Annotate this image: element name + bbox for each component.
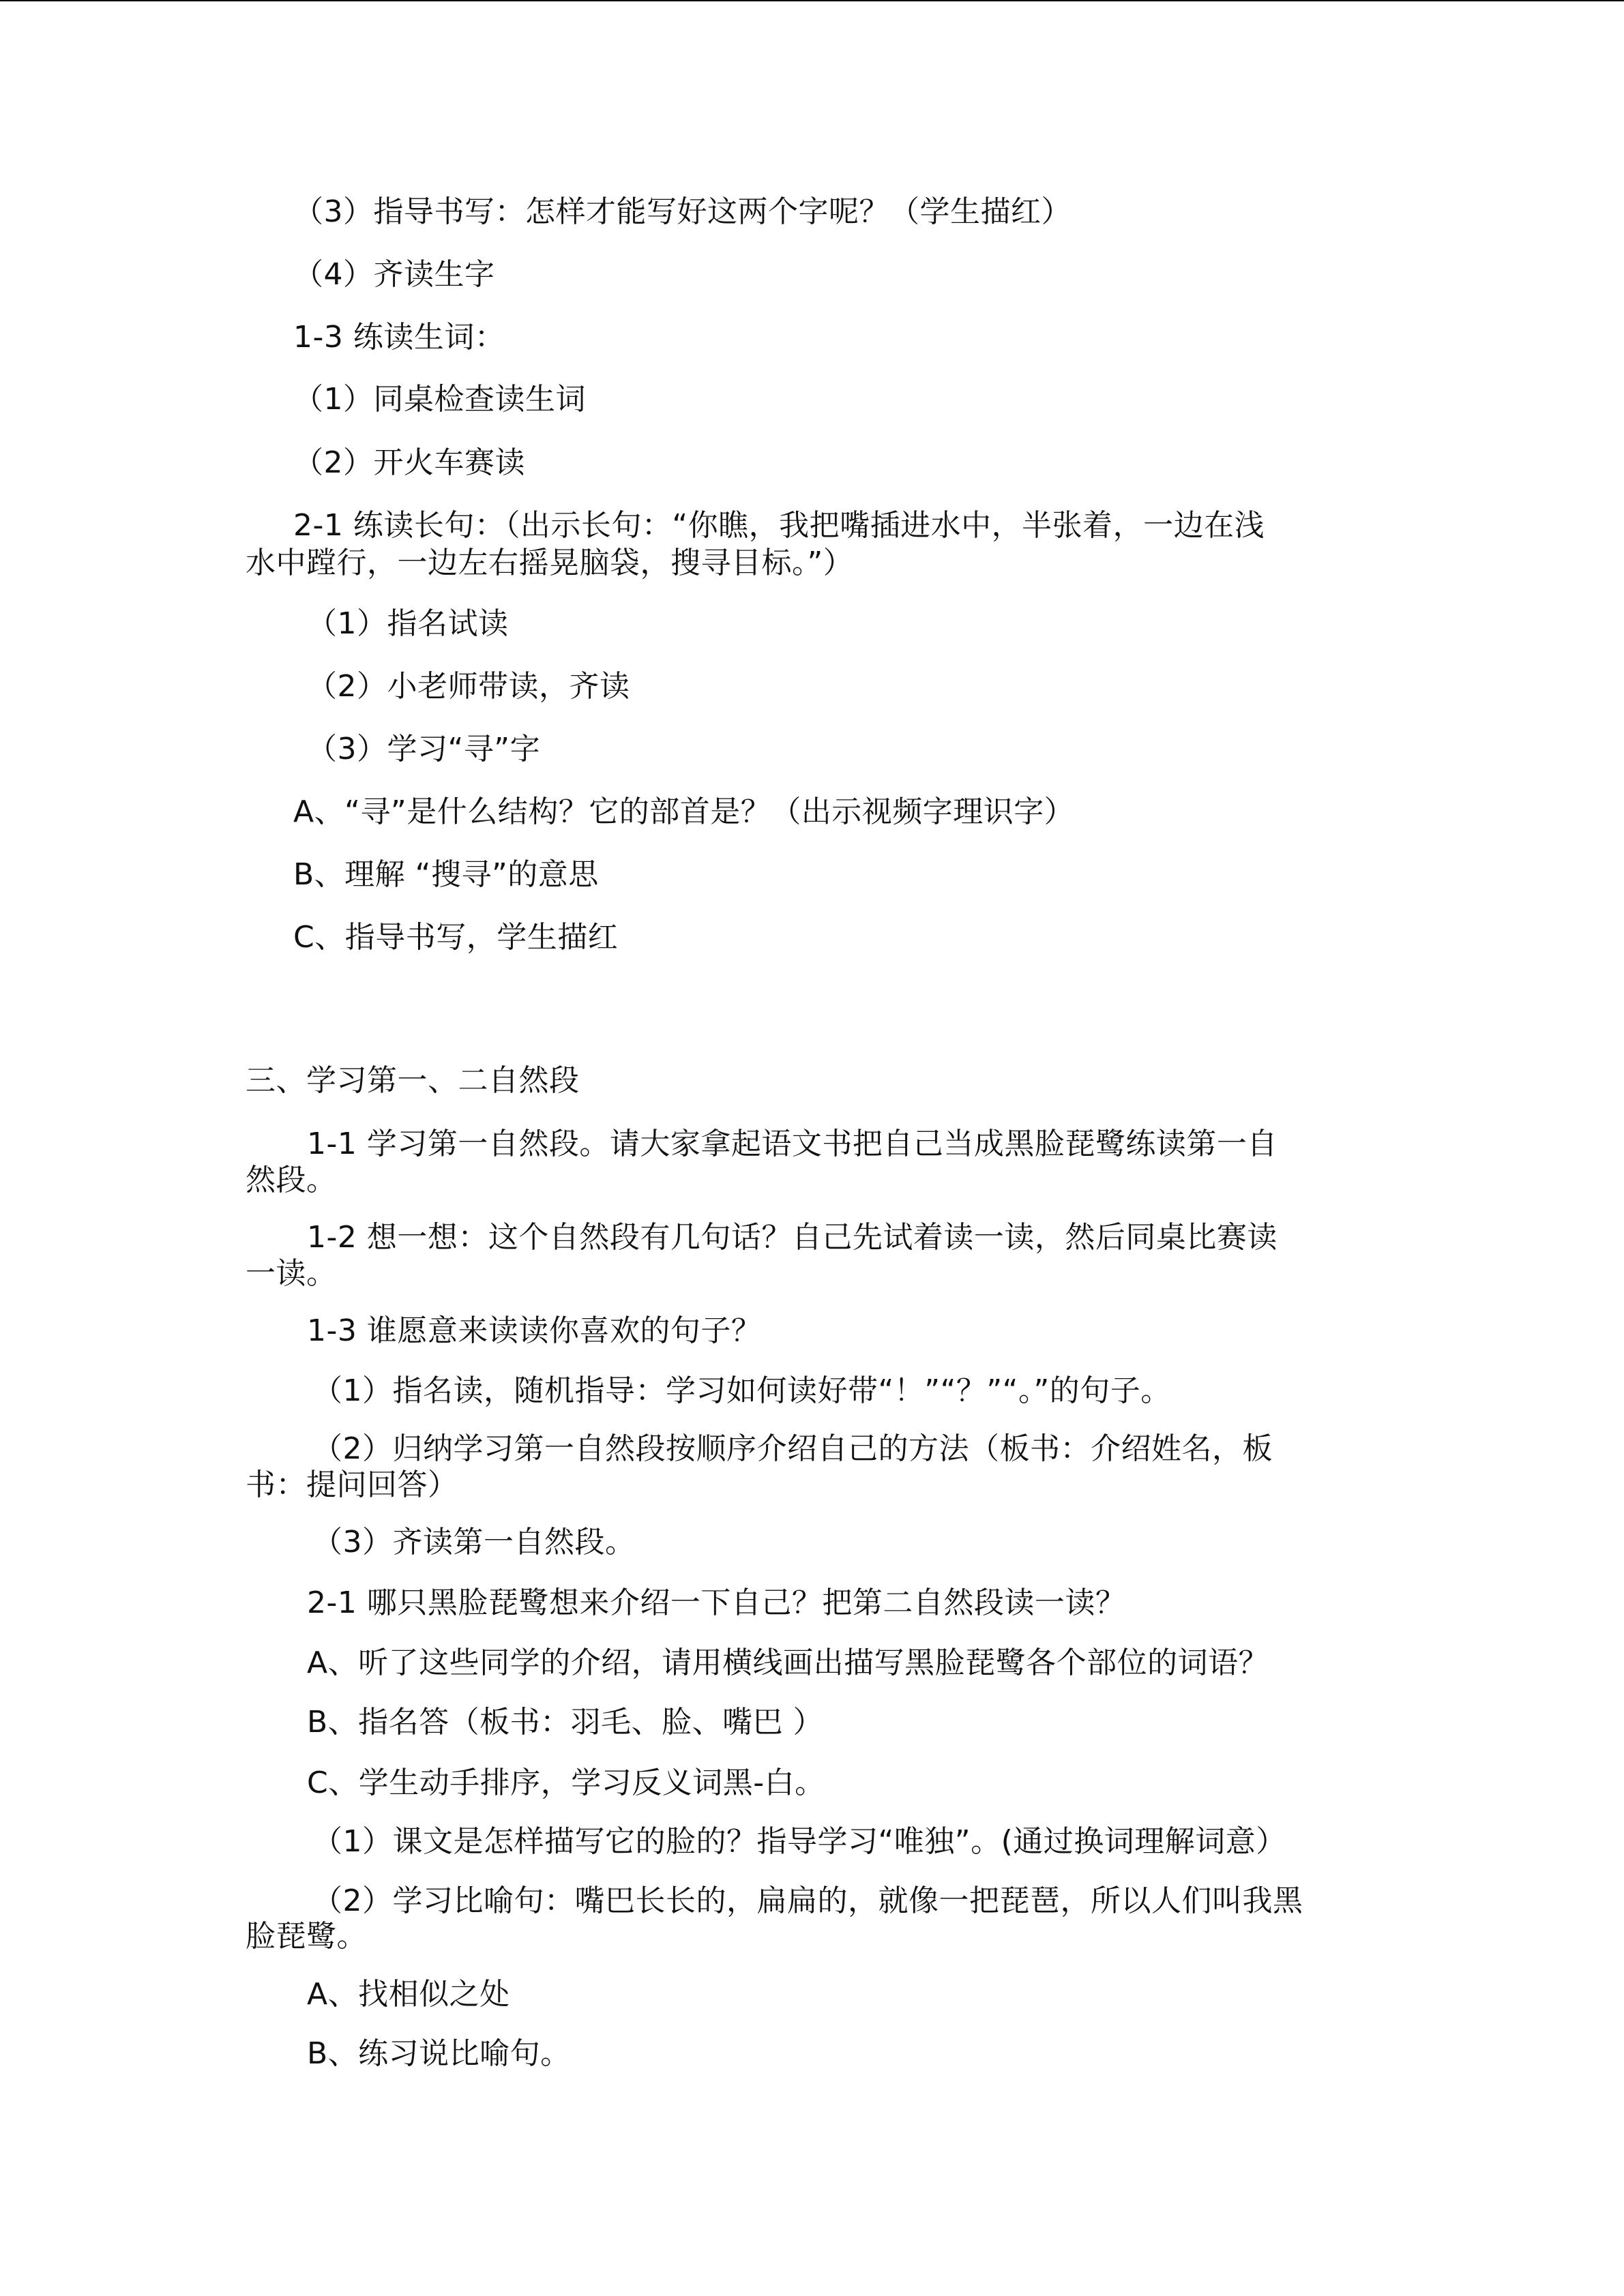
- text-line: A、“寻”是什么结构？它的部首是？（出示视频字理识字）: [293, 794, 1075, 829]
- text-line: 2-1 练读长句：（出示长句：“你瞧，我把嘴插进水中，半张着，一边在浅: [293, 508, 1265, 543]
- text-line: C、学生动手排序，学习反义词黑-白。: [307, 1765, 825, 1800]
- text-line: A、找相似之处: [307, 1977, 510, 2012]
- text-line: （2）小老师带读，齐读: [307, 669, 630, 704]
- text-line: B、练习说比喻句。: [307, 2036, 571, 2071]
- text-line: 1-3 谁愿意来读读你喜欢的句子？: [307, 1313, 762, 1348]
- text-line: B、指名答（板书：羽毛、脸、嘴巴 ）: [307, 1705, 824, 1740]
- text-line: 书：提问回答）: [246, 1467, 458, 1502]
- top-border-line: [0, 0, 1624, 1]
- text-line: （3）指导书写：怎样才能写好这两个字呢？（学生描红）: [293, 194, 1072, 229]
- text-line: 一读。: [246, 1256, 337, 1291]
- text-line: A、听了这些同学的介绍，请用横线画出描写黑脸琵鹭各个部位的词语？: [307, 1645, 1269, 1680]
- text-line: （1）指名试读: [307, 606, 509, 641]
- text-line: B、理解 “搜寻”的意思: [293, 857, 599, 892]
- text-line: （4）齐读生字: [293, 257, 495, 292]
- text-line: （2）学习比喻句：嘴巴长长的，扁扁的，就像一把琵琶，所以人们叫我黑: [312, 1883, 1303, 1918]
- text-line: 水中蹚行，一边左右摇晃脑袋，搜寻目标。”）: [246, 546, 854, 580]
- text-line: 2-1 哪只黑脸琵鹭想来介绍一下自己？把第二自然段读一读？: [307, 1585, 1126, 1620]
- text-line: （1）同桌检查读生词: [293, 382, 586, 417]
- text-line: （3）学习“寻”字: [307, 732, 541, 766]
- text-line: （2）归纳学习第一自然段按顺序介绍自己的方法（板书：介绍姓名，板: [312, 1431, 1273, 1466]
- text-line: （2）开火车赛读: [293, 445, 525, 480]
- text-line: 脸琵鹭。: [246, 1919, 367, 1954]
- text-line: 1-3 练读生词：: [293, 320, 505, 355]
- text-line: 然段。: [246, 1163, 337, 1197]
- text-line: C、指导书写，学生描红: [293, 920, 619, 955]
- text-line: （3）齐读第一自然段。: [312, 1525, 636, 1560]
- text-line: 1-1 学习第一自然段。请大家拿起语文书把自己当成黑脸琵鹭练读第一自: [307, 1127, 1278, 1161]
- section-heading: 三、学习第一、二自然段: [246, 1063, 580, 1098]
- text-line: 1-2 想一想：这个自然段有几句话？自己先试着读一读，然后同桌比赛读: [307, 1220, 1278, 1255]
- text-line: （1）指名读，随机指导：学习如何读好带“！”“？”“。”的句子。: [312, 1373, 1171, 1408]
- text-line: （1）课文是怎样描写它的脸的？指导学习“唯独”。(通过换词理解词意）: [312, 1824, 1286, 1859]
